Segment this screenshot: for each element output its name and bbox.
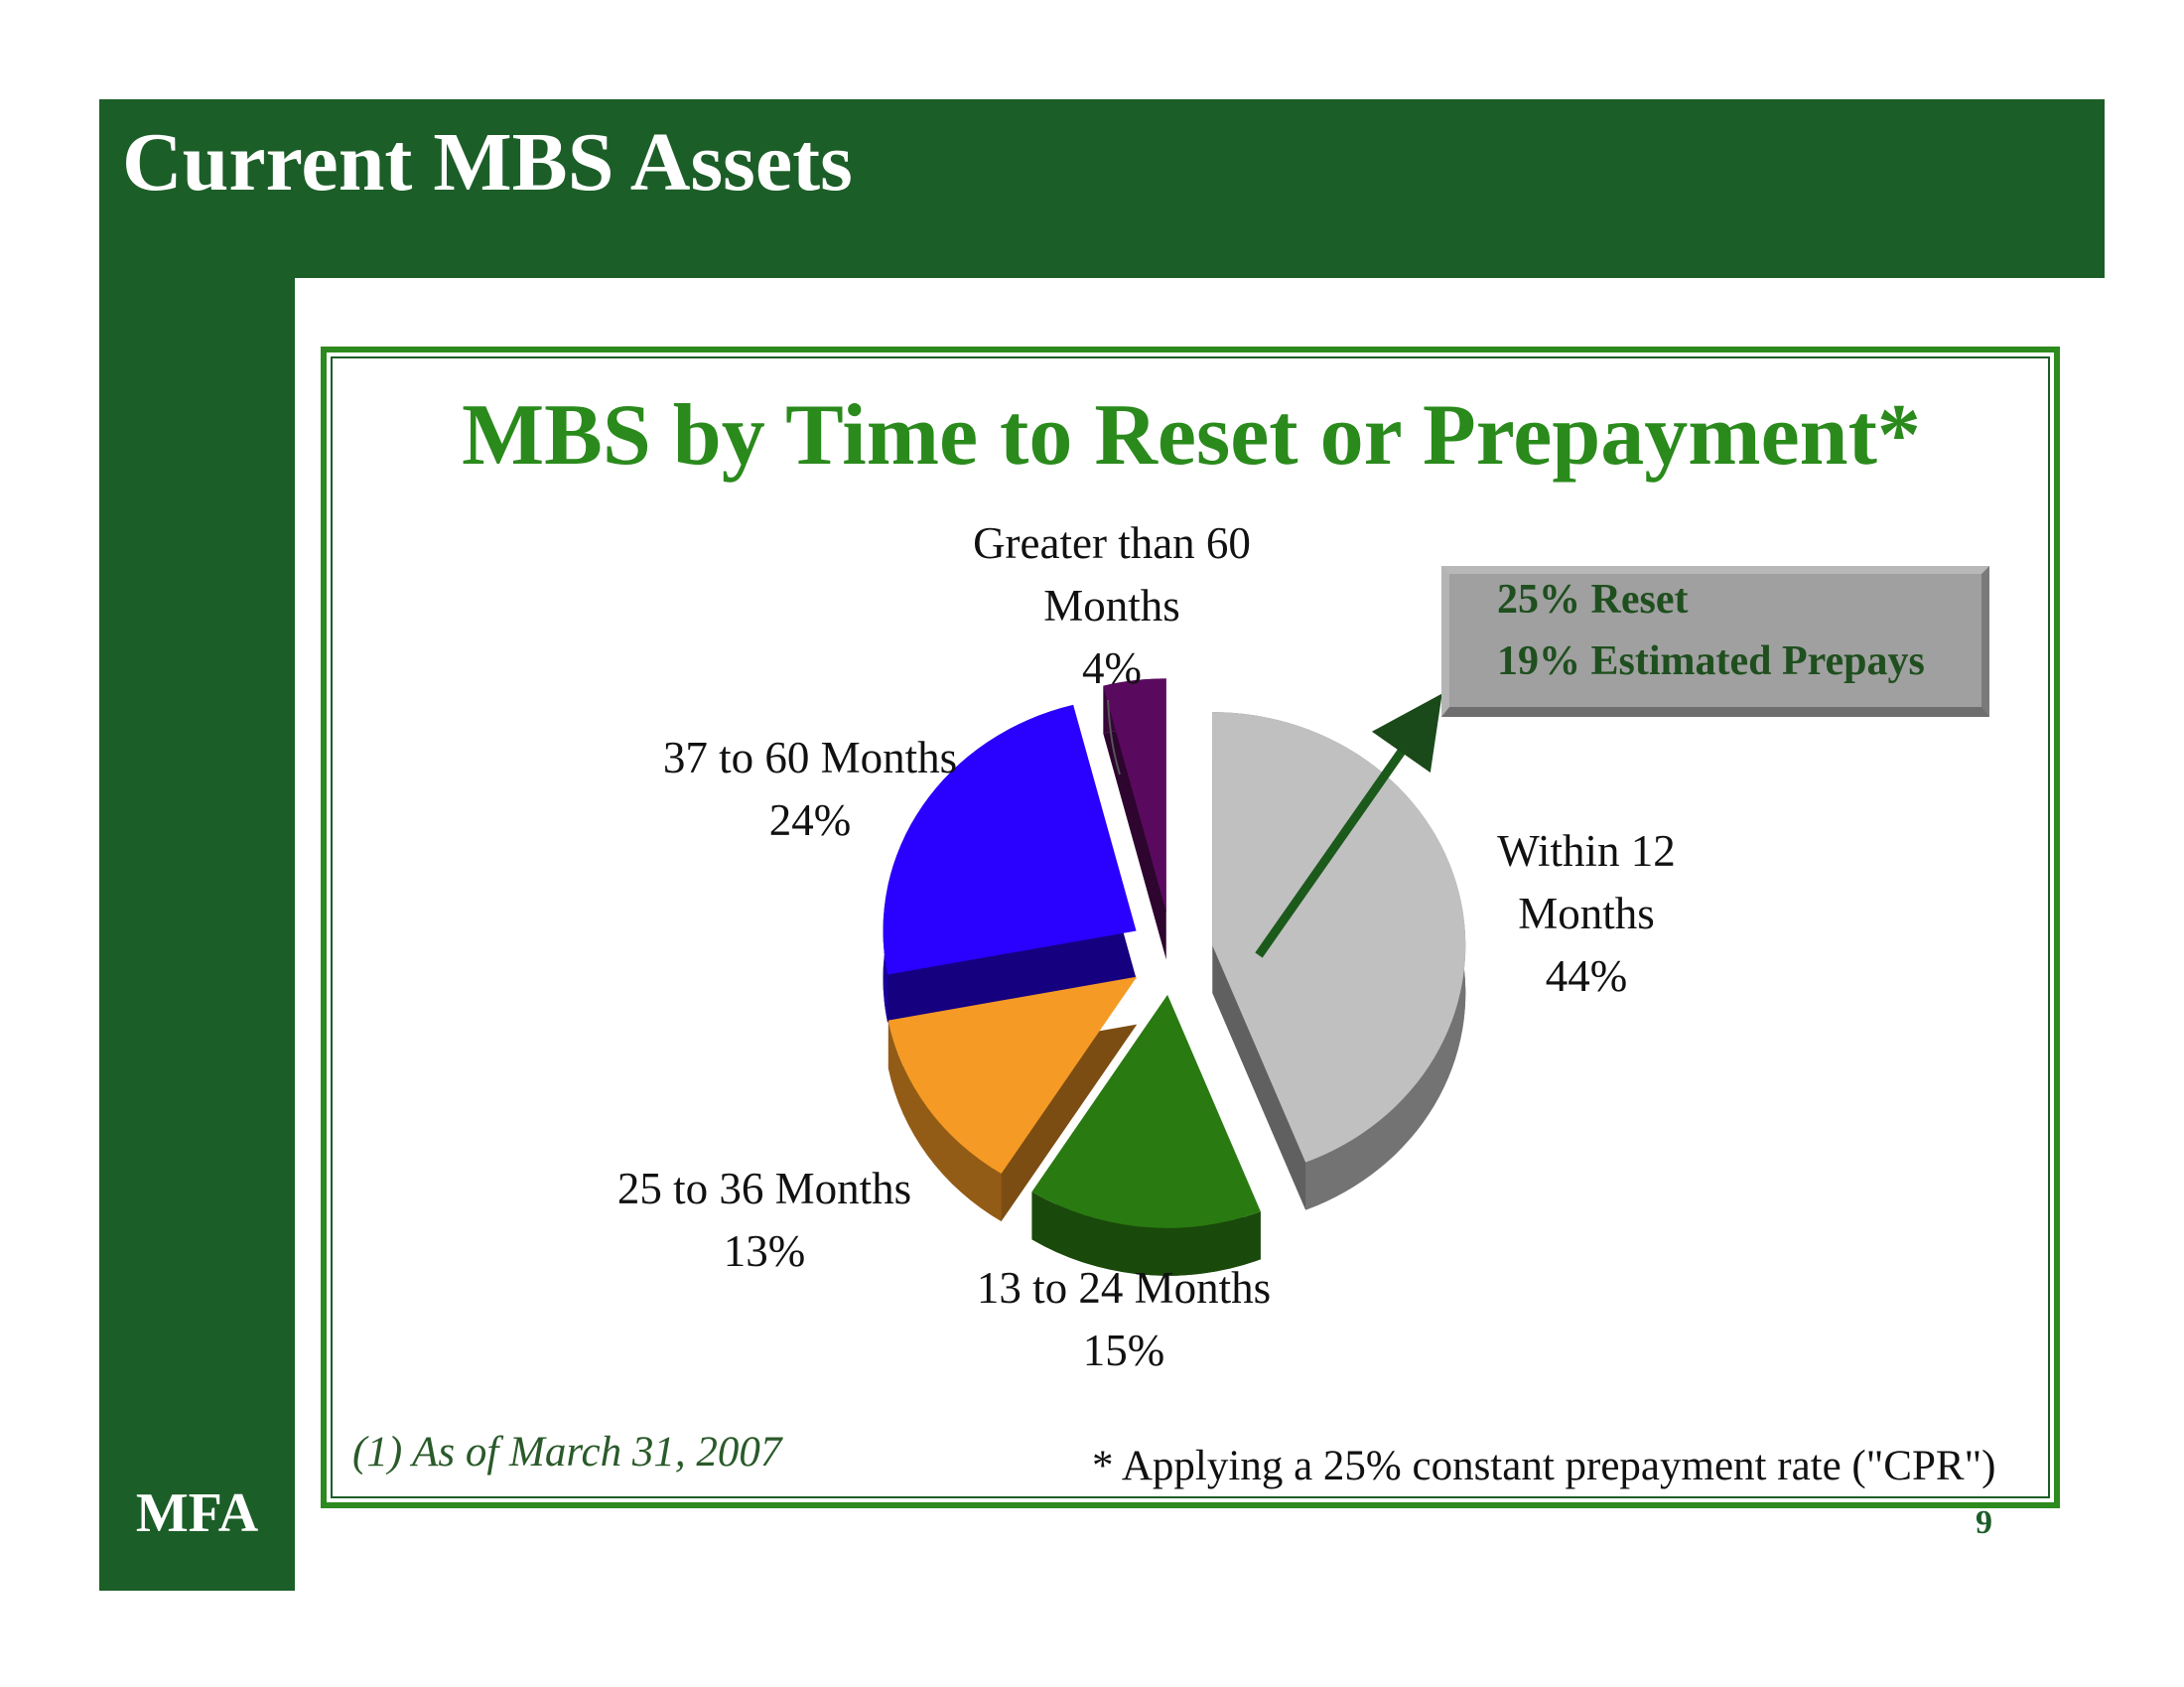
- slice-label-line: 37 to 60 Months: [662, 733, 958, 782]
- slice-label-line: 25 to 36 Months: [616, 1164, 912, 1213]
- slice-percent: 13%: [723, 1226, 806, 1276]
- slide-title: Current MBS Assets: [122, 116, 853, 209]
- callout-reset-text: 25% Reset: [1497, 577, 1689, 623]
- slice-percent: 24%: [768, 795, 852, 845]
- slice-percent: 15%: [1082, 1326, 1165, 1375]
- slice-label-line: Months: [1518, 889, 1655, 938]
- slice-label: [973, 518, 1251, 693]
- slice-label-line: 13 to 24 Months: [976, 1263, 1272, 1313]
- slice-label: [1497, 826, 1675, 1001]
- callout-box: [1441, 566, 1989, 717]
- slice-percent: 44%: [1545, 951, 1628, 1001]
- callout-prepays-text: 19% Estimated Prepays: [1497, 638, 1925, 684]
- chart-title: MBS by Time to Reset or Prepayment*: [462, 387, 1921, 484]
- slice-label: [617, 1164, 911, 1276]
- footnote-date: (1) As of March 31, 2007: [352, 1429, 782, 1476]
- mfa-logo: MFA: [135, 1482, 259, 1544]
- footnote-cpr: * Applying a 25% constant prepayment rate ("CPR"): [1092, 1443, 1996, 1489]
- slice-label-line: Within 12: [1497, 826, 1676, 876]
- page-number: 9: [1976, 1504, 1992, 1541]
- slice-label-line: Months: [1043, 581, 1180, 631]
- slice-label: [977, 1263, 1271, 1375]
- slice-percent: 4%: [1082, 643, 1142, 693]
- slice-label-line: Greater than 60: [973, 518, 1251, 568]
